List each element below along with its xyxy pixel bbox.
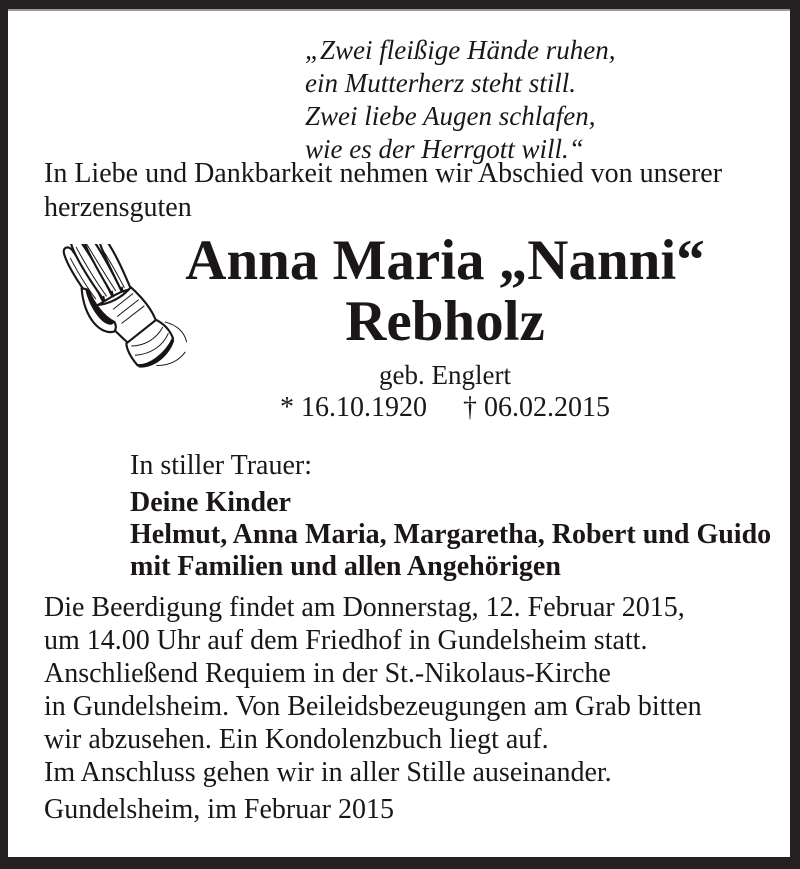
funeral-line: wir abzusehen. Ein Kondolenzbuch liegt auf.	[44, 724, 549, 755]
funeral-line: Die Beerdigung findet am Donnerstag, 12. Februar 2015,	[44, 592, 685, 623]
life-dates	[130, 392, 760, 424]
intro-line: In Liebe und Dankbarkeit nehmen wir Abschied von unserer	[44, 158, 723, 189]
frame-left-border	[0, 0, 8, 869]
funeral-line: Im Anschluss gehen wir in aller Stille auseinander.	[44, 757, 612, 788]
maiden-name: geb. Englert	[379, 360, 511, 390]
birth-date: * 16.10.1920	[280, 392, 427, 423]
frame-right-border	[790, 0, 800, 869]
mourning-heading: In stiller Trauer:	[130, 450, 312, 481]
mourning-line: Helmut, Anna Maria, Margaretha, Robert und Guido	[130, 519, 772, 550]
death-date: † 06.02.2015	[463, 392, 610, 423]
deceased-name-line2: Rebholz	[345, 290, 545, 353]
deceased-name-block	[130, 230, 760, 352]
deceased-name-line1: Anna Maria „Nanni“	[185, 229, 705, 292]
poem-line: „Zwei fleißige Hände ruhen,	[305, 35, 616, 65]
funeral-line: in Gundelsheim. Von Beileidsbezeugungen am Grab bitten	[44, 691, 702, 722]
funeral-line: um 14.00 Uhr auf dem Friedhof in Gundelsheim statt.	[44, 625, 648, 656]
closing-line: Gundelsheim, im Februar 2015	[44, 794, 394, 825]
frame-top-border	[0, 0, 800, 9]
intro-text	[44, 157, 722, 225]
poem-line: ein Mutterherz steht still.	[305, 68, 576, 98]
mourning-line: Deine Kinder	[130, 487, 291, 518]
mourning-line: mit Familien und allen Angehörigen	[130, 551, 561, 582]
frame-bottom-border	[0, 857, 800, 869]
memorial-poem	[305, 34, 615, 166]
frame-accent-line	[8, 9, 790, 11]
poem-line: Zwei liebe Augen schlafen,	[305, 101, 596, 131]
poem-line: wie es der Herrgott will.“	[305, 134, 584, 164]
intro-line: herzensguten	[44, 192, 192, 223]
funeral-line: Anschließend Requiem in der St.-Nikolaus-Kirche	[44, 658, 611, 689]
